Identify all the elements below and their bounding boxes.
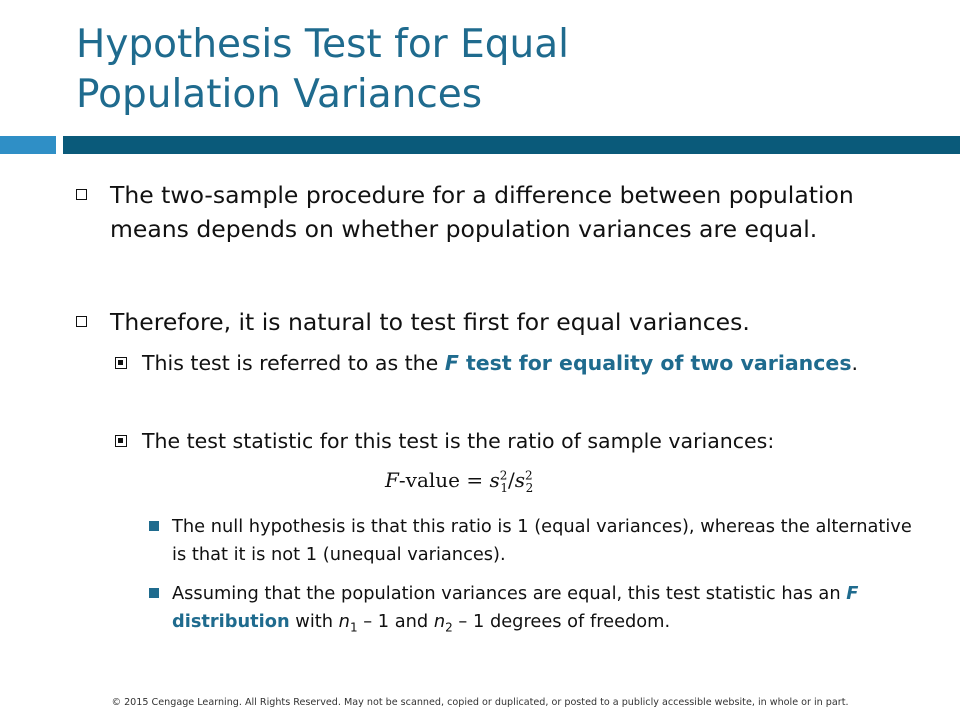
bullet-2 [110, 305, 900, 339]
hollow-square-bullet-icon [76, 189, 87, 200]
sub-bullet-1-post: . [851, 351, 859, 375]
f-value-formula: F-value = $s^2_1/s^2_2$ [385, 468, 534, 495]
bullet-2-text: Therefore, it is natural to test first for equal variances. [110, 308, 750, 336]
sub-sub-bullet-2: Assuming that the population variances are equal, this test statistic has an F distribution with $n_1 - 1$ and $n_2 - 1$ degrees of freedom. [172, 580, 912, 642]
sub-bullet-1-pre: This test is referred to as the [142, 351, 445, 375]
sub-sub-bullet-1 [172, 513, 912, 569]
f-test-term: F test for equality of two variances [444, 351, 852, 375]
f-distribution-term: F distribution [172, 583, 859, 632]
bullet-1-text: The two-sample procedure for a difference between population means depends on whether population variances are equal. [110, 181, 854, 243]
filled-square-bullet-icon [115, 435, 127, 447]
sub-bullet-1 [142, 348, 902, 378]
sub-bullet-2-text: The test statistic for this test is the ratio of sample variances: [142, 429, 775, 453]
filled-square-bullet-icon [149, 588, 159, 598]
copyright-footer: © 2015 Cengage Learning. All Rights Reserved. May not be scanned, copied or duplicated, or posted to a publicly accessible website, in whole or in part. [111, 697, 849, 708]
filled-square-bullet-icon [149, 521, 159, 531]
hollow-square-bullet-icon [76, 316, 87, 327]
bullet-1 [110, 178, 900, 246]
slide-title-line-1: Hypothesis Test for Equal [76, 22, 569, 67]
sub-bullet-2 [142, 426, 902, 456]
filled-square-bullet-icon [115, 357, 127, 369]
slide-title-line-2: Population Variances [76, 72, 483, 117]
sub-sub-bullet-1-text: The null hypothesis is that this ratio is 1 (equal variances), whereas the alternative is that it is not 1 (unequal variances). [172, 516, 912, 565]
